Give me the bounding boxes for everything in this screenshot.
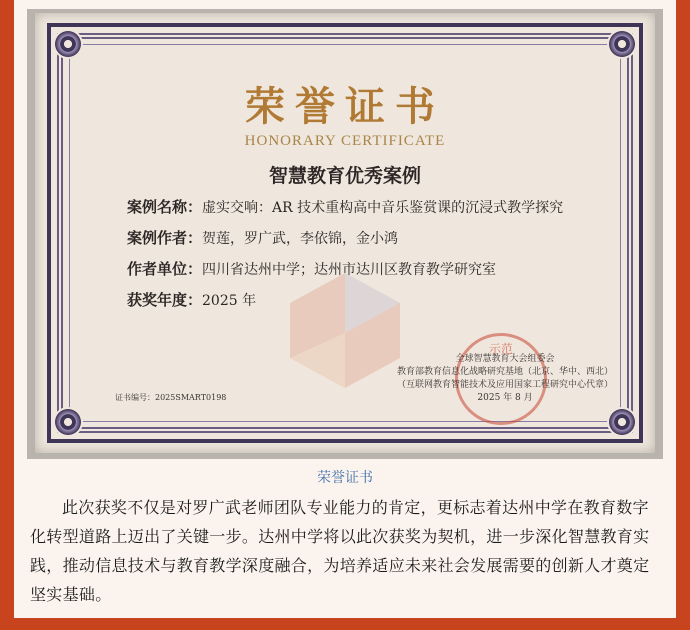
field-case-authors bbox=[127, 227, 647, 258]
field-award-year bbox=[127, 289, 647, 320]
issuer-line: 全球智慧教育大会组委会 bbox=[455, 354, 555, 364]
field-label: 获奖年度： bbox=[127, 291, 203, 309]
certificate bbox=[35, 13, 655, 453]
field-value: 四川省达州中学；达州市达川区教育教学研究室 bbox=[202, 262, 497, 278]
field-label: 作者单位： bbox=[127, 260, 203, 278]
certificate-fields bbox=[127, 196, 647, 320]
corner-rosette-icon bbox=[607, 407, 637, 437]
certificate-photo bbox=[27, 9, 663, 459]
certificate-serial: 证书编号：2025SMART0198 bbox=[115, 393, 227, 402]
issue-date: 2025 年 8 月 bbox=[477, 393, 533, 403]
corner-rosette-icon bbox=[607, 29, 637, 59]
field-value: 贺莲，罗广武，李依锦，金小鸿 bbox=[202, 231, 399, 247]
certificate-title-en: HONORARY CERTIFICATE bbox=[244, 133, 446, 149]
corner-rosette-icon bbox=[53, 407, 83, 437]
issuer-block bbox=[335, 353, 663, 405]
issuer-line: 教育部教育信息化战略研究基地（北京、华中、西北） bbox=[396, 367, 613, 377]
image-caption: 荣誉证书 bbox=[317, 470, 373, 486]
corner-rosette-icon bbox=[53, 29, 83, 59]
certificate-subtitle: 智慧教育优秀案例 bbox=[268, 165, 421, 187]
article-paragraph: 此次获奖不仅是对罗广武老师团队专业能力的肯定，更标志着达州中学在教育数字化转型道路上迈出了关键一步。达州中学将以此次获奖为契机，进一步深化智慧教育实践，推动信息技术与教育教学深度融合，为培养适应未来社会发展需要的创新人才奠定坚实基础。 bbox=[30, 498, 650, 604]
field-author-unit bbox=[127, 258, 647, 289]
issuer-line: （互联网教育智能技术及应用国家工程研究中心代章） bbox=[396, 380, 613, 390]
field-value: 2025 年 bbox=[202, 293, 257, 309]
field-label: 案例作者： bbox=[127, 229, 203, 247]
field-case-name bbox=[127, 196, 647, 227]
certificate-title: 荣誉证书 bbox=[245, 83, 445, 130]
seal-text: 示范 bbox=[488, 342, 513, 356]
field-value: 虚实交响：AR 技术重构高中音乐鉴赏课的沉浸式教学探究 bbox=[202, 200, 564, 216]
field-label: 案例名称： bbox=[127, 198, 203, 216]
